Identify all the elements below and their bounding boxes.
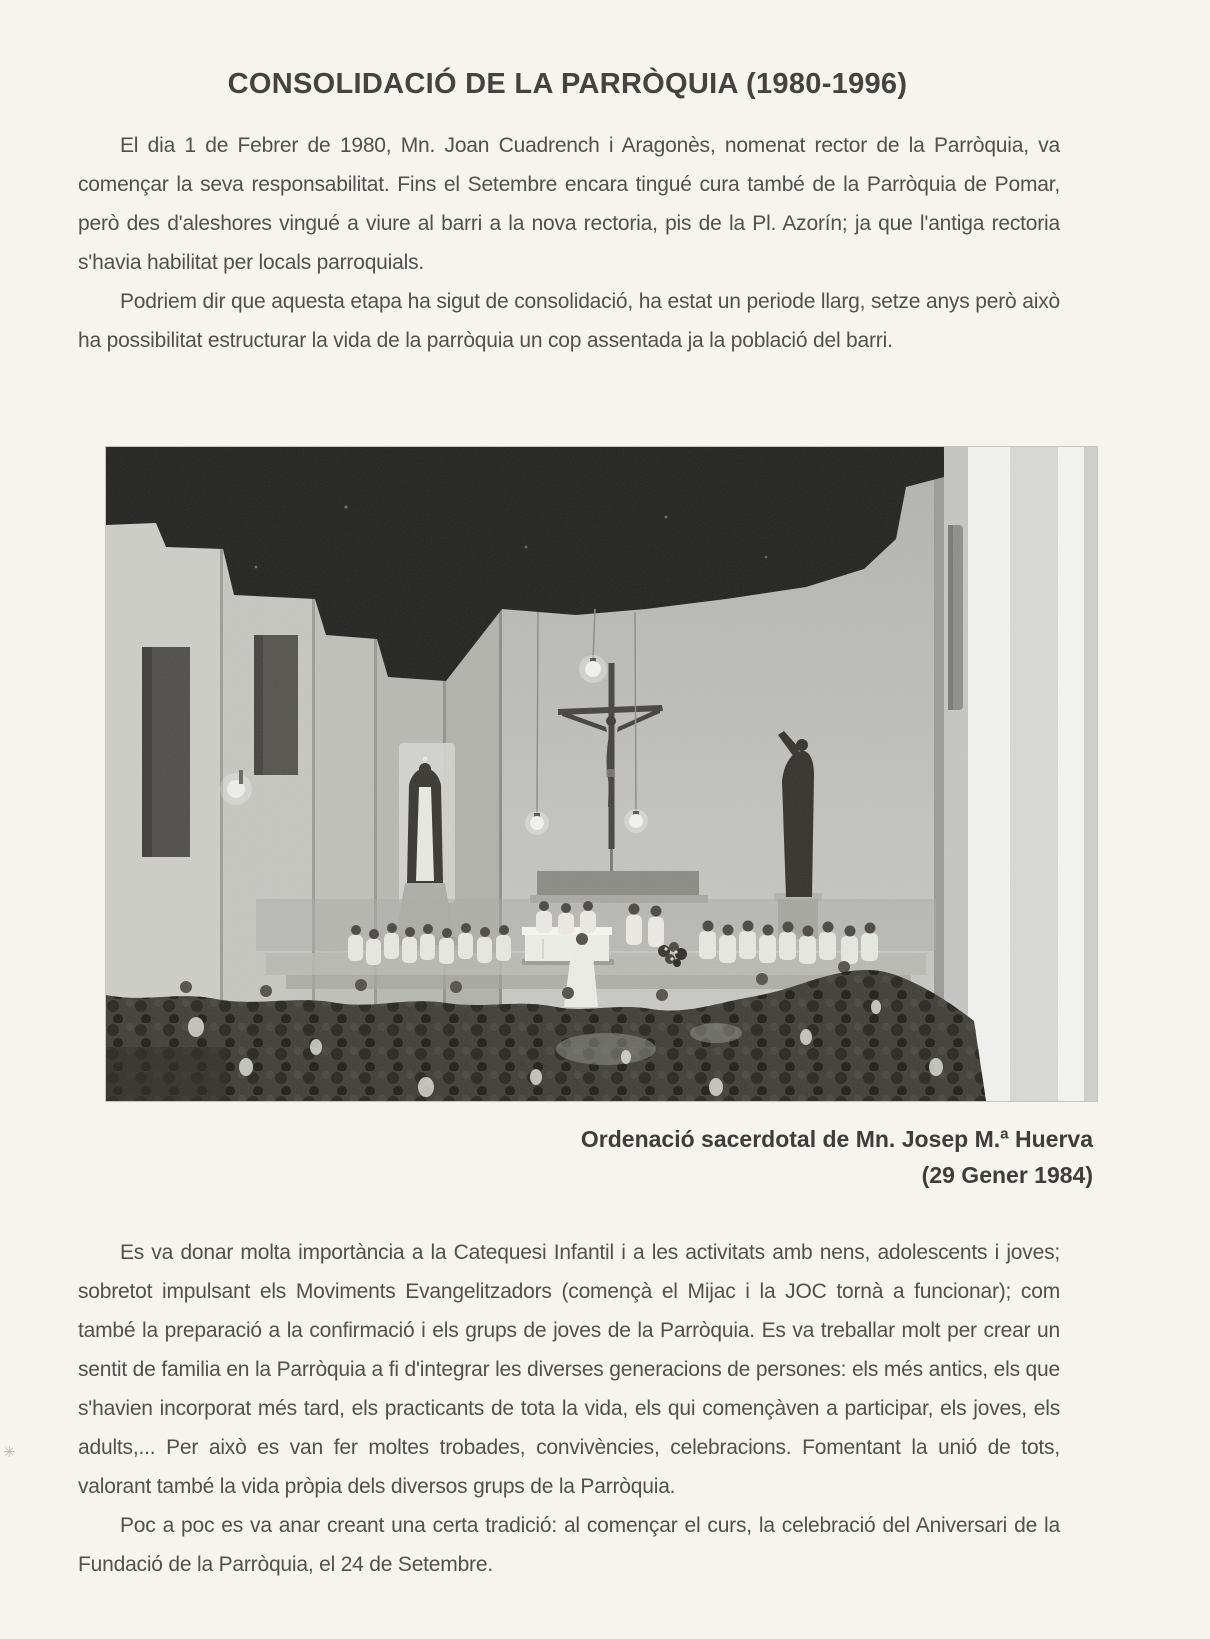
paragraph-1: El dia 1 de Febrer de 1980, Mn. Joan Cuadrench i Aragonès, nomenat rector de la Parròquia, va començar la seva responsabilitat. Fins el Setembre encara tingué cura també de la Parròquia de Pomar, però des d'aleshores vingué a viure al barri a la nova rectoria, pis de la Pl. Azorín; ja que l'antiga rectoria s'havia habilitat per locals parroquials.	[78, 134, 1060, 274]
paragraph-3: Es va donar molta importància a la Catequesi Infantil i a les activitats amb nens, adolescents i joves; sobretot impulsant els Moviments Evangelitzadors (començà el Mijac i la JOC tornà a funcionar); com també la preparació a la confirmació i els grups de joves de la Parròquia. Es va treballar molt per crear un sentit de familia en la Parròquia a fi d'integrar les diverses generacions de persones: els més antics, els que s'havien incorporat més tard, els practicants de tota la vida, els qui començàven a participar, els joves, els adults,... Per això es van fer moltes trobades, convivències, celebracions. Fomentant la unió de tots, valorant també la vida pròpia dels diversos grups de la Parròquia.	[78, 1241, 1060, 1498]
church-photo	[106, 447, 1097, 1101]
church-photo-illustration	[106, 447, 1097, 1101]
scan-artifact-mark: ✳	[3, 1444, 16, 1461]
page-title: CONSOLIDACIÓ DE LA PARRÒQUIA (1980-1996)	[227, 68, 908, 100]
paragraph-2: Podriem dir que aquesta etapa ha sigut de consolidació, ha estat un periode llarg, setze anys però això ha possibilitat estructurar la vida de la parròquia un cop assentada ja la població del barri.	[78, 290, 1060, 352]
photo-caption-line1: Ordenació sacerdotal de Mn. Josep M.ª Huerva	[580, 1126, 1093, 1152]
photo-caption-line2: (29 Gener 1984)	[921, 1162, 1093, 1188]
photo-grain	[106, 447, 1097, 1101]
paragraph-4: Poc a poc es va anar creant una certa tradició: al començar el curs, la celebració del Aniversari de la Fundació de la Parròquia, el 24 de Setembre.	[78, 1514, 1060, 1576]
intro-text-block	[78, 126, 1060, 360]
body-text-block	[78, 1233, 1060, 1584]
photo-caption	[106, 1121, 1093, 1193]
